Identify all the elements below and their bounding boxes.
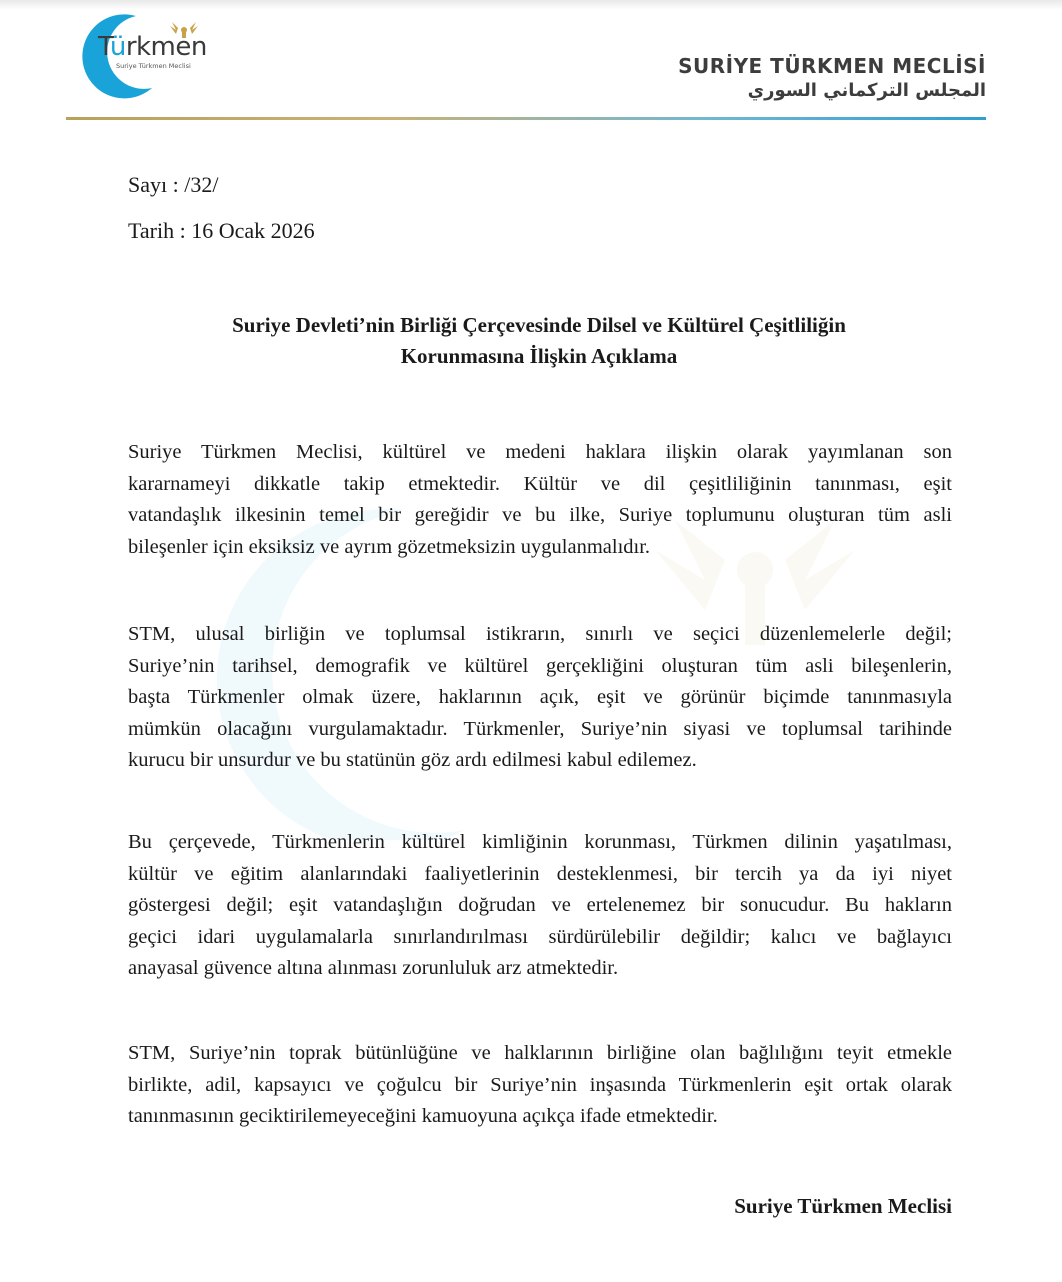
paragraph-line: başta Türkmenler olmak üzere, haklarının açık, eşit ve görünür biçimde tanınmasıyla xyxy=(128,686,952,708)
logo-word-prefix: T xyxy=(98,32,110,62)
paragraph-line: Suriye’nin tarihsel, demografik ve kültürel gerçekliğini oluşturan tüm asli bileşenlerin, xyxy=(128,654,952,677)
document-number: Sayı : /32/ xyxy=(128,172,219,197)
paragraph-line: anayasal güvence altına alınması zorunluluk arz atmektedir. xyxy=(128,957,619,979)
paragraph-3 xyxy=(128,827,952,985)
paragraph-line: STM, ulusal birliğin ve toplumsal istikrarın, sınırlı ve seçici düzenlemelerle değil; xyxy=(128,623,952,645)
logo-subtitle: Suriye Türkmen Meclisi xyxy=(116,62,191,70)
organization-name-arabic: المجلس التركماني السوري xyxy=(747,80,986,101)
paragraph-line: kültür ve eğitim alanlarındaki faaliyetlerinin desteklenmesi, bir tercih ya da iyi niyet xyxy=(128,862,952,885)
title-line: Korunmasına İlişkin Açıklama xyxy=(400,344,678,368)
paragraph-4 xyxy=(128,1038,952,1133)
paragraph-line: göstergesi değil; eşit vatandaşlığın doğrudan ve ertelenemez bir sonucudur. Bu hakların xyxy=(128,894,952,916)
paragraph-line: mümkün olacağını vurgulamaktadır. Türkmenler, Suriye’nin siyasi ve toplumsal tarihinde xyxy=(128,717,952,740)
title-line: Suriye Devleti’nin Birliği Çerçevesinde Dilsel ve Kültürel Çeşitliliğin xyxy=(232,313,846,337)
paragraph-line: bileşenler için eksiksiz ve ayrım gözetmeksizin uygulanmalıdır. xyxy=(128,535,651,558)
paragraph-line: vatandaşlık ilkesinin temel bir gereğidir ve bu ilke, Suriye toplumunu oluşturan tüm asli xyxy=(128,504,952,526)
logo-word-accent: ü xyxy=(109,32,126,62)
paragraph-1 xyxy=(128,437,952,563)
paragraph-line: STM, Suriye’nin toprak bütünlüğüne ve halklarının birliğine olan bağlılığını teyit etmekle xyxy=(128,1042,952,1064)
turkmen-logo xyxy=(66,10,226,100)
paragraph-line: geçici idari uygulamalarla sınırlandırılması sürdürülebilir değildir; kalıcı ve bağlayıcı xyxy=(128,925,952,948)
page-top-edge xyxy=(0,0,1062,10)
organization-name: SURİYE TÜRKMEN MECLİSİ xyxy=(678,54,986,78)
paragraph-2 xyxy=(128,619,952,777)
paragraph-line: kararnameyi dikkatle takip etmektedir. Kültür ve dil çeşitliliğinin tanınması, eşit xyxy=(128,472,952,495)
paragraph-line: Suriye Türkmen Meclisi, kültürel ve medeni haklara ilişkin olarak yayımlanan son xyxy=(128,441,952,463)
logo-word-rest: rkmen xyxy=(125,32,207,62)
paragraph-line: kurucu bir unsurdur ve bu statünün göz ardı edilmesi kabul edilemez. xyxy=(128,749,697,771)
header-divider xyxy=(66,117,986,120)
paragraph-line: birlikte, adil, kapsayıcı ve çoğulcu bir Suriye’nin inşasında Türkmenlerin eşit ortak olarak xyxy=(128,1073,952,1096)
signature: Suriye Türkmen Meclisi xyxy=(734,1194,952,1218)
document-date: Tarih : 16 Ocak 2026 xyxy=(128,218,315,243)
document-title xyxy=(128,310,950,372)
paragraph-line: tanınmasının geciktirilemeyeceğini kamuoyuna açıkça ifade etmektedir. xyxy=(128,1105,718,1127)
paragraph-line: Bu çerçevede, Türkmenlerin kültürel kimliğinin korunması, Türkmen dilinin yaşatılması, xyxy=(128,831,952,853)
logo-wordmark xyxy=(98,32,207,62)
